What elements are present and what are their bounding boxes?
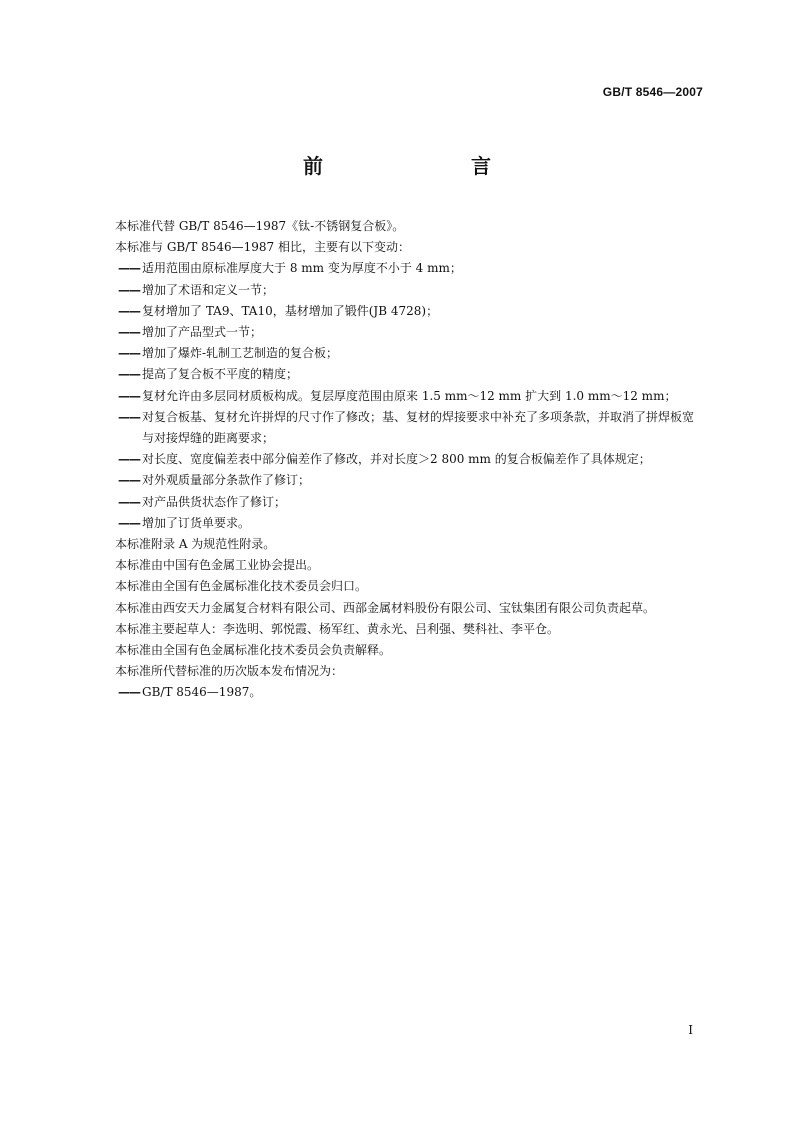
paragraph-interpreted-by: 本标准由全国有色金属标准化技术委员会负责解释。 — [115, 643, 392, 658]
foreword-body — [91, 216, 704, 704]
dash-marker: —— — [118, 261, 140, 276]
dash-marker: —— — [118, 282, 140, 297]
change-item: —— 增加了订货单要求。 — [91, 513, 704, 534]
change-item: —— 增加了产品型式一节； — [91, 322, 704, 343]
dash-marker: —— — [118, 494, 140, 509]
change-item: —— 增加了爆炸-轧制工艺制造的复合板； — [91, 343, 704, 364]
paragraph-replaces: 本标准代替 GB/T 8546—1987《钛-不锈钢复合板》。 — [115, 219, 405, 233]
dash-marker: —— — [118, 367, 140, 382]
change-item: —— 复材允许由多层同材质板构成。复层厚度范围由原来 1.5 mm～12 mm 扩大到 1.0 mm～12 mm； — [91, 386, 704, 407]
paragraph-changes-intro: 本标准与 GB/T 8546—1987 相比，主要有以下变动： — [115, 240, 410, 255]
dash-marker: —— — [118, 346, 140, 361]
dash-marker: —— — [118, 473, 140, 488]
paragraph-drafters: 本标准主要起草人：李选明、郭悦霞、杨军红、黄永光、吕利强、樊科社、李平仓。 — [115, 621, 560, 636]
change-item: —— 复材增加了 TA9、TA10，基材增加了锻件(JB 4728)； — [91, 301, 704, 322]
page-title: 前 言 — [303, 154, 527, 178]
change-item: —— 增加了术语和定义一节； — [91, 280, 704, 301]
change-item: —— 适用范围由原标准厚度大于 8 mm 变为厚度不小于 4 mm； — [91, 258, 704, 279]
paragraph-drafted-by: 本标准由西安天力金属复合材料有限公司、西部金属材料股份有限公司、宝钛集团有限公司负责起草。 — [115, 600, 656, 615]
dash-marker: —— — [118, 515, 140, 530]
paragraph-annex: 本标准附录 A 为规范性附录。 — [115, 537, 276, 552]
dash-marker: —— — [118, 452, 140, 467]
change-item: —— 对长度、宽度偏差表中部分偏差作了修改，并对长度＞2 800 mm 的复合板偏差作了具体规定； — [91, 449, 704, 470]
dash-marker: —— — [118, 325, 140, 340]
dash-marker: —— — [118, 303, 140, 318]
change-item: —— 提高了复合板不平度的精度； — [91, 364, 704, 385]
history-item: —— GB/T 8546—1987。 — [91, 682, 704, 703]
change-item: —— 对复合板基、复材允许拼焊的尺寸作了修改；基、复材的焊接要求中补充了多项条款，并取消了拼焊板宽与对接焊缝的距离要求； — [91, 407, 704, 449]
dash-marker: —— — [118, 685, 140, 700]
paragraph-centralized-by: 本标准由全国有色金属标准化技术委员会归口。 — [115, 579, 368, 594]
dash-marker: —— — [118, 409, 140, 424]
standard-code: GB/T 8546—2007 — [602, 85, 703, 99]
change-item: —— 对外观质量部分条款作了修订； — [91, 470, 704, 491]
paragraph-history-intro: 本标准所代替标准的历次版本发布情况为： — [115, 664, 344, 679]
page-number: I — [688, 1023, 693, 1037]
paragraph-proposed-by: 本标准由中国有色金属工业协会提出。 — [115, 558, 320, 573]
dash-marker: —— — [118, 388, 140, 403]
change-item: —— 对产品供货状态作了修订； — [91, 492, 704, 513]
